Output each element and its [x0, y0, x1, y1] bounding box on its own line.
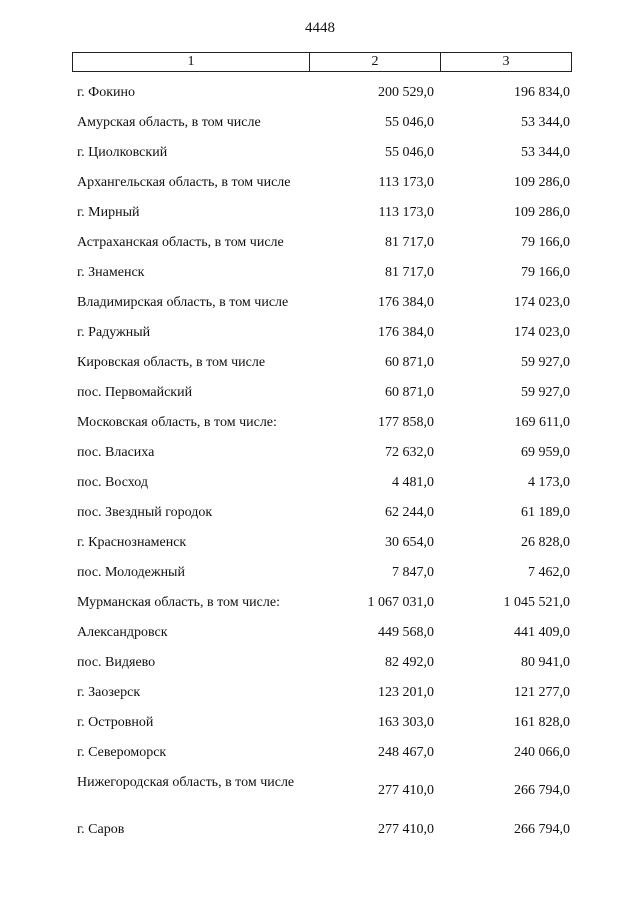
table-row — [0, 289, 640, 319]
table-row — [0, 169, 640, 199]
table-row — [0, 619, 640, 649]
table-row — [0, 379, 640, 409]
row-value-col3: 161 828,0 — [514, 715, 570, 730]
table-row — [0, 139, 640, 169]
row-value-col3: 266 794,0 — [514, 783, 570, 798]
row-name: Владимирская область, в том числе — [77, 295, 289, 310]
row-value-col2: 277 410,0 — [378, 783, 434, 798]
row-name: пос. Звездный городок — [77, 505, 213, 520]
row-value-col2: 200 529,0 — [378, 85, 434, 100]
table-row — [0, 319, 640, 349]
table-row — [0, 589, 640, 619]
row-value-col2: 62 244,0 — [385, 505, 434, 520]
row-value-col2: 177 858,0 — [378, 415, 434, 430]
row-name: г. Саров — [77, 822, 125, 837]
row-name: г. Мирный — [77, 205, 140, 220]
row-value-col3: 266 794,0 — [514, 822, 570, 837]
row-name: г. Североморск — [77, 745, 167, 760]
row-name: Александровск — [77, 625, 168, 640]
row-name: пос. Молодежный — [77, 565, 185, 580]
row-value-col3: 53 344,0 — [521, 145, 570, 160]
table-row — [0, 79, 640, 109]
table-row — [0, 529, 640, 559]
row-name: г. Фокино — [77, 85, 136, 100]
row-name: г. Островной — [77, 715, 154, 730]
table-row — [0, 409, 640, 439]
table-row — [0, 709, 640, 739]
row-value-col2: 176 384,0 — [378, 325, 434, 340]
row-value-col3: 26 828,0 — [521, 535, 570, 550]
row-value-col3: 4 173,0 — [528, 475, 570, 490]
row-name: г. Радужный — [77, 325, 151, 340]
row-value-col3: 7 462,0 — [528, 565, 570, 580]
row-name: Архангельская область, в том числе — [77, 175, 291, 190]
table-row — [0, 499, 640, 529]
table-row — [0, 679, 640, 709]
row-name: пос. Восход — [77, 475, 148, 490]
row-value-col2: 163 303,0 — [378, 715, 434, 730]
page-number: 4448 — [305, 20, 335, 36]
row-name: Мурманская область, в том числе: — [77, 595, 280, 610]
table-row — [0, 769, 640, 816]
row-value-col3: 53 344,0 — [521, 115, 570, 130]
row-value-col2: 4 481,0 — [392, 475, 434, 490]
row-name: Нижегородская область, в том числе — [77, 775, 295, 790]
row-value-col3: 59 927,0 — [521, 355, 570, 370]
row-value-col2: 277 410,0 — [378, 822, 434, 837]
column-header-1: 1 — [73, 53, 310, 71]
row-value-col2: 176 384,0 — [378, 295, 434, 310]
row-value-col3: 174 023,0 — [514, 295, 570, 310]
table-body — [0, 79, 640, 846]
row-value-col3: 69 959,0 — [521, 445, 570, 460]
row-value-col3: 109 286,0 — [514, 175, 570, 190]
row-name: Амурская область, в том числе — [77, 115, 261, 130]
row-value-col2: 1 067 031,0 — [367, 595, 434, 610]
table-row — [0, 199, 640, 229]
row-value-col3: 80 941,0 — [521, 655, 570, 670]
row-value-col3: 121 277,0 — [514, 685, 570, 700]
row-name: г. Знаменск — [77, 265, 145, 280]
row-value-col2: 60 871,0 — [385, 385, 434, 400]
row-value-col2: 248 467,0 — [378, 745, 434, 760]
table-row — [0, 816, 640, 846]
row-value-col2: 55 046,0 — [385, 115, 434, 130]
row-value-col2: 113 173,0 — [378, 205, 434, 220]
table-row — [0, 739, 640, 769]
table-header — [72, 52, 572, 72]
table-row — [0, 229, 640, 259]
row-name: г. Краснознаменск — [77, 535, 187, 550]
column-header-3: 3 — [502, 54, 510, 69]
row-value-col3: 79 166,0 — [521, 235, 570, 250]
row-value-col3: 59 927,0 — [521, 385, 570, 400]
row-value-col3: 169 611,0 — [514, 415, 570, 430]
table-row — [0, 109, 640, 139]
row-value-col3: 174 023,0 — [514, 325, 570, 340]
row-name: Астраханская область, в том числе — [77, 235, 284, 250]
row-name: пос. Видяево — [77, 655, 156, 670]
row-name: Московская область, в том числе: — [77, 415, 277, 430]
row-value-col2: 72 632,0 — [385, 445, 434, 460]
row-value-col3: 240 066,0 — [514, 745, 570, 760]
table-row — [0, 439, 640, 469]
row-value-col3: 196 834,0 — [514, 85, 570, 100]
row-value-col2: 30 654,0 — [385, 535, 434, 550]
row-value-col2: 123 201,0 — [378, 685, 434, 700]
row-value-col2: 449 568,0 — [378, 625, 434, 640]
row-value-col2: 81 717,0 — [385, 265, 434, 280]
table-row — [0, 469, 640, 499]
row-value-col2: 113 173,0 — [378, 175, 434, 190]
row-value-col2: 82 492,0 — [385, 655, 434, 670]
row-name: пос. Первомайский — [77, 385, 193, 400]
table-row — [0, 259, 640, 289]
row-value-col3: 441 409,0 — [514, 625, 570, 640]
row-name: Кировская область, в том числе — [77, 355, 266, 370]
column-header-2: 2 — [310, 53, 441, 71]
row-value-col3: 1 045 521,0 — [503, 595, 570, 610]
row-value-col3: 79 166,0 — [521, 265, 570, 280]
row-value-col2: 7 847,0 — [392, 565, 434, 580]
row-value-col2: 81 717,0 — [385, 235, 434, 250]
row-value-col3: 109 286,0 — [514, 205, 570, 220]
table-row — [0, 559, 640, 589]
table-row — [0, 349, 640, 379]
row-value-col3: 61 189,0 — [521, 505, 570, 520]
row-value-col2: 60 871,0 — [385, 355, 434, 370]
table-row — [0, 649, 640, 679]
row-name: г. Циолковский — [77, 145, 168, 160]
row-value-col2: 55 046,0 — [385, 145, 434, 160]
row-name: г. Заозерск — [77, 685, 141, 700]
row-name: пос. Власиха — [77, 445, 155, 460]
